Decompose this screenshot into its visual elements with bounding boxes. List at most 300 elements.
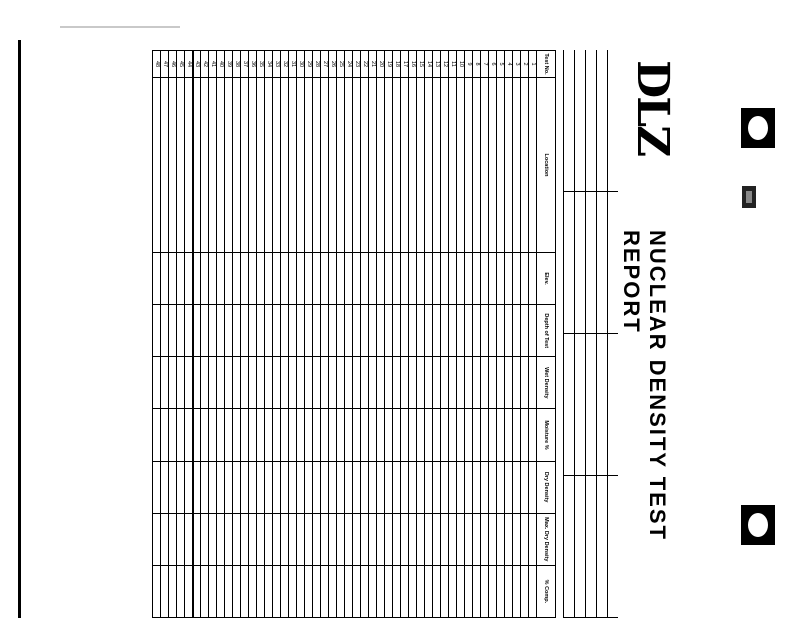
table-cell bbox=[265, 565, 273, 617]
table-cell bbox=[449, 305, 457, 357]
table-cell bbox=[521, 513, 529, 565]
table-row bbox=[321, 51, 329, 618]
table-cell bbox=[233, 305, 241, 357]
col-header: Elev. bbox=[537, 253, 556, 305]
test-number-cell: 5 bbox=[497, 51, 505, 78]
table-row bbox=[201, 51, 209, 618]
table-cell bbox=[265, 513, 273, 565]
table-cell bbox=[465, 513, 473, 565]
table-cell bbox=[433, 305, 441, 357]
test-number-cell: 3 bbox=[513, 51, 521, 78]
table-cell bbox=[265, 305, 273, 357]
table-cell bbox=[425, 513, 433, 565]
table-cell bbox=[209, 461, 217, 513]
table-row bbox=[409, 51, 417, 618]
table-cell bbox=[401, 565, 409, 617]
table-row bbox=[433, 51, 441, 618]
binder-hole-bottom bbox=[741, 505, 775, 545]
table-cell bbox=[473, 565, 481, 617]
table-cell bbox=[345, 305, 353, 357]
test-number-cell: 31 bbox=[289, 51, 297, 78]
table-cell bbox=[465, 78, 473, 253]
report-title: NUCLEAR DENSITY TEST REPORT bbox=[619, 230, 670, 541]
table-cell bbox=[337, 253, 345, 305]
table-row bbox=[329, 51, 337, 618]
test-number-cell: 21 bbox=[369, 51, 377, 78]
table-cell bbox=[409, 461, 417, 513]
table-cell bbox=[393, 409, 401, 461]
table-cell bbox=[449, 409, 457, 461]
table-cell bbox=[425, 305, 433, 357]
table-cell bbox=[489, 461, 497, 513]
info-row bbox=[596, 50, 607, 618]
scanned-report-page bbox=[150, 50, 680, 618]
table-cell bbox=[233, 409, 241, 461]
test-number-cell: 19 bbox=[385, 51, 393, 78]
table-cell bbox=[513, 253, 521, 305]
table-cell bbox=[201, 461, 209, 513]
table-cell bbox=[465, 565, 473, 617]
table-cell bbox=[441, 357, 449, 409]
table-cell bbox=[345, 409, 353, 461]
table-cell bbox=[489, 357, 497, 409]
table-cell bbox=[513, 461, 521, 513]
table-cell bbox=[337, 565, 345, 617]
table-cell bbox=[281, 357, 289, 409]
table-cell bbox=[529, 409, 537, 461]
table-cell bbox=[497, 513, 505, 565]
table-cell bbox=[361, 461, 369, 513]
table-cell bbox=[249, 305, 257, 357]
table-cell bbox=[457, 565, 465, 617]
table-cell bbox=[249, 513, 257, 565]
table-cell bbox=[361, 409, 369, 461]
test-number-cell: 47 bbox=[161, 51, 169, 78]
test-number-cell: 20 bbox=[377, 51, 385, 78]
table-cell bbox=[425, 78, 433, 253]
table-cell bbox=[481, 513, 489, 565]
test-number-cell: 4 bbox=[505, 51, 513, 78]
table-cell bbox=[505, 513, 513, 565]
table-cell bbox=[465, 253, 473, 305]
table-cell bbox=[385, 461, 393, 513]
test-number-cell: 23 bbox=[353, 51, 361, 78]
table-cell bbox=[257, 357, 265, 409]
table-cell bbox=[433, 357, 441, 409]
test-number-cell: 44 bbox=[185, 51, 193, 78]
table-cell bbox=[225, 461, 233, 513]
test-number-cell: 8 bbox=[473, 51, 481, 78]
table-cell bbox=[417, 357, 425, 409]
table-cell bbox=[417, 305, 425, 357]
test-number-cell: 46 bbox=[169, 51, 177, 78]
table-cell bbox=[401, 461, 409, 513]
table-cell bbox=[529, 357, 537, 409]
table-cell bbox=[401, 513, 409, 565]
table-cell bbox=[305, 357, 313, 409]
report-header bbox=[620, 50, 680, 618]
table-cell bbox=[441, 513, 449, 565]
table-cell bbox=[481, 305, 489, 357]
test-number-cell: 43 bbox=[193, 51, 201, 78]
table-cell bbox=[321, 305, 329, 357]
table-cell bbox=[393, 305, 401, 357]
table-cell bbox=[497, 357, 505, 409]
table-cell bbox=[425, 409, 433, 461]
table-cell bbox=[201, 253, 209, 305]
table-cell bbox=[201, 513, 209, 565]
table-cell bbox=[329, 409, 337, 461]
table-cell bbox=[457, 253, 465, 305]
table-row bbox=[297, 51, 305, 618]
table-cell bbox=[385, 78, 393, 253]
table-cell bbox=[289, 357, 297, 409]
table-row bbox=[497, 51, 505, 618]
table-cell bbox=[217, 357, 225, 409]
table-cell bbox=[297, 513, 305, 565]
table-cell bbox=[273, 565, 281, 617]
table-cell bbox=[281, 409, 289, 461]
table-cell bbox=[289, 513, 297, 565]
table-row bbox=[241, 51, 249, 618]
col-header: Depth of Test bbox=[537, 305, 556, 357]
test-number-cell: 35 bbox=[257, 51, 265, 78]
table-cell bbox=[321, 513, 329, 565]
table-cell bbox=[369, 357, 377, 409]
table-cell bbox=[457, 78, 465, 253]
info-row bbox=[585, 50, 596, 618]
table-cell bbox=[257, 78, 265, 253]
table-cell bbox=[481, 409, 489, 461]
table-cell bbox=[409, 409, 417, 461]
table-cell bbox=[433, 409, 441, 461]
table-cell bbox=[473, 461, 481, 513]
table-cell bbox=[409, 513, 417, 565]
table-cell bbox=[329, 78, 337, 253]
table-cell bbox=[393, 461, 401, 513]
table-cell bbox=[361, 357, 369, 409]
table-cell bbox=[345, 78, 353, 253]
table-cell bbox=[233, 253, 241, 305]
table-row bbox=[521, 51, 529, 618]
table-row bbox=[217, 51, 225, 618]
table-cell bbox=[497, 253, 505, 305]
table-cell bbox=[465, 461, 473, 513]
table-cell bbox=[369, 78, 377, 253]
table-row bbox=[289, 51, 297, 618]
table-cell bbox=[345, 357, 353, 409]
table-cell bbox=[401, 253, 409, 305]
table-cell bbox=[297, 461, 305, 513]
table-cell bbox=[233, 513, 241, 565]
table-cell bbox=[529, 565, 537, 617]
table-cell bbox=[281, 513, 289, 565]
density-test-table bbox=[152, 50, 556, 618]
table-row bbox=[225, 51, 233, 618]
table-row bbox=[441, 51, 449, 618]
table-cell bbox=[217, 253, 225, 305]
table-cell bbox=[209, 357, 217, 409]
table-cell bbox=[273, 357, 281, 409]
table-cell bbox=[385, 253, 393, 305]
table-body bbox=[153, 51, 537, 618]
table-cell bbox=[385, 357, 393, 409]
table-cell bbox=[241, 253, 249, 305]
table-row bbox=[369, 51, 377, 618]
table-row bbox=[425, 51, 433, 618]
table-cell bbox=[257, 565, 265, 617]
table-cell bbox=[201, 409, 209, 461]
table-cell bbox=[361, 253, 369, 305]
table-row bbox=[481, 51, 489, 618]
table-row bbox=[513, 51, 521, 618]
table-cell bbox=[257, 253, 265, 305]
binder-hole-top bbox=[741, 108, 775, 148]
table-cell bbox=[233, 565, 241, 617]
table-cell bbox=[497, 78, 505, 253]
table-cell bbox=[257, 513, 265, 565]
table-cell bbox=[345, 461, 353, 513]
table-cell bbox=[473, 357, 481, 409]
info-row bbox=[574, 50, 585, 618]
table-cell bbox=[385, 305, 393, 357]
table-cell bbox=[329, 461, 337, 513]
table-cell bbox=[489, 305, 497, 357]
table-cell bbox=[321, 461, 329, 513]
table-cell bbox=[217, 565, 225, 617]
table-cell bbox=[273, 305, 281, 357]
table-cell bbox=[369, 409, 377, 461]
table-cell bbox=[473, 253, 481, 305]
test-number-cell: 38 bbox=[233, 51, 241, 78]
table-cell bbox=[433, 513, 441, 565]
table-cell bbox=[441, 253, 449, 305]
test-number-cell: 7 bbox=[481, 51, 489, 78]
table-cell bbox=[273, 253, 281, 305]
table-cell bbox=[489, 409, 497, 461]
test-number-cell: 6 bbox=[489, 51, 497, 78]
table-cell bbox=[353, 409, 361, 461]
table-cell bbox=[521, 565, 529, 617]
table-cell bbox=[329, 513, 337, 565]
table-row bbox=[353, 51, 361, 618]
table-cell bbox=[433, 253, 441, 305]
table-cell bbox=[513, 305, 521, 357]
table-cell bbox=[409, 253, 417, 305]
table-row bbox=[257, 51, 265, 618]
table-cell bbox=[297, 565, 305, 617]
table-cell bbox=[337, 78, 345, 253]
table-cell bbox=[289, 78, 297, 253]
table-cell bbox=[489, 513, 497, 565]
table-cell bbox=[465, 305, 473, 357]
table-cell bbox=[505, 409, 513, 461]
table-cell bbox=[505, 565, 513, 617]
report-footer bbox=[152, 50, 194, 618]
table-cell bbox=[481, 565, 489, 617]
table-cell bbox=[513, 513, 521, 565]
table-cell bbox=[425, 253, 433, 305]
table-cell bbox=[521, 461, 529, 513]
table-cell bbox=[513, 409, 521, 461]
table-cell bbox=[321, 409, 329, 461]
table-cell bbox=[337, 461, 345, 513]
table-cell bbox=[289, 305, 297, 357]
table-cell bbox=[505, 305, 513, 357]
table-cell bbox=[481, 357, 489, 409]
table-cell bbox=[209, 253, 217, 305]
table-cell bbox=[417, 253, 425, 305]
table-cell bbox=[273, 409, 281, 461]
test-number-cell: 33 bbox=[273, 51, 281, 78]
table-cell bbox=[297, 253, 305, 305]
table-cell bbox=[225, 253, 233, 305]
table-cell bbox=[361, 305, 369, 357]
table-cell bbox=[521, 305, 529, 357]
table-cell bbox=[497, 305, 505, 357]
table-cell bbox=[273, 513, 281, 565]
table-cell bbox=[249, 253, 257, 305]
table-cell bbox=[353, 357, 361, 409]
table-header-row bbox=[537, 51, 556, 618]
test-number-cell: 42 bbox=[201, 51, 209, 78]
table-cell bbox=[369, 461, 377, 513]
table-cell bbox=[241, 409, 249, 461]
table-cell bbox=[513, 78, 521, 253]
test-number-cell: 48 bbox=[153, 51, 161, 78]
table-cell bbox=[281, 461, 289, 513]
info-row bbox=[607, 50, 618, 618]
table-cell bbox=[353, 305, 361, 357]
table-cell bbox=[521, 253, 529, 305]
table-cell bbox=[329, 357, 337, 409]
table-cell bbox=[241, 78, 249, 253]
table-cell bbox=[337, 513, 345, 565]
table-cell bbox=[513, 357, 521, 409]
table-cell bbox=[265, 78, 273, 253]
table-cell bbox=[249, 78, 257, 253]
table-cell bbox=[233, 78, 241, 253]
table-cell bbox=[297, 357, 305, 409]
table-cell bbox=[313, 305, 321, 357]
table-cell bbox=[369, 305, 377, 357]
table-row bbox=[457, 51, 465, 618]
table-cell bbox=[521, 409, 529, 461]
table-cell bbox=[529, 78, 537, 253]
table-cell bbox=[521, 357, 529, 409]
table-row bbox=[449, 51, 457, 618]
table-cell bbox=[313, 357, 321, 409]
table-cell bbox=[337, 357, 345, 409]
table-cell bbox=[289, 409, 297, 461]
test-number-cell: 34 bbox=[265, 51, 273, 78]
info-row bbox=[563, 50, 574, 618]
table-cell bbox=[529, 513, 537, 565]
test-number-cell: 41 bbox=[209, 51, 217, 78]
table-cell bbox=[265, 357, 273, 409]
table-cell bbox=[505, 78, 513, 253]
table-cell bbox=[457, 513, 465, 565]
scan-edge-line bbox=[60, 26, 180, 28]
table-cell bbox=[305, 513, 313, 565]
table-cell bbox=[257, 409, 265, 461]
table-cell bbox=[425, 565, 433, 617]
col-header: Test No. bbox=[537, 51, 556, 78]
table-row bbox=[305, 51, 313, 618]
col-header: Location bbox=[537, 78, 556, 253]
table-cell bbox=[377, 357, 385, 409]
table-cell bbox=[353, 565, 361, 617]
table-cell bbox=[225, 357, 233, 409]
table-cell bbox=[393, 357, 401, 409]
table-cell bbox=[217, 513, 225, 565]
table-cell bbox=[305, 253, 313, 305]
col-header: Wet Density bbox=[537, 357, 556, 409]
table-cell bbox=[513, 565, 521, 617]
table-cell bbox=[377, 461, 385, 513]
test-number-cell: 29 bbox=[305, 51, 313, 78]
test-number-cell: 13 bbox=[433, 51, 441, 78]
test-number-cell: 10 bbox=[457, 51, 465, 78]
table-cell bbox=[401, 305, 409, 357]
table-cell bbox=[329, 305, 337, 357]
table-cell bbox=[489, 78, 497, 253]
table-cell bbox=[313, 253, 321, 305]
rotated-report bbox=[150, 50, 680, 618]
table-cell bbox=[329, 565, 337, 617]
table-cell bbox=[497, 409, 505, 461]
table-cell bbox=[385, 565, 393, 617]
table-cell bbox=[441, 461, 449, 513]
table-cell bbox=[265, 409, 273, 461]
table-cell bbox=[409, 78, 417, 253]
table-row bbox=[337, 51, 345, 618]
table-cell bbox=[417, 513, 425, 565]
table-cell bbox=[249, 357, 257, 409]
table-row bbox=[265, 51, 273, 618]
table-cell bbox=[241, 461, 249, 513]
table-cell bbox=[273, 78, 281, 253]
table-cell bbox=[401, 357, 409, 409]
table-cell bbox=[457, 461, 465, 513]
table-cell bbox=[529, 461, 537, 513]
table-cell bbox=[281, 253, 289, 305]
table-cell bbox=[305, 78, 313, 253]
test-number-cell: 25 bbox=[337, 51, 345, 78]
table-cell bbox=[297, 409, 305, 461]
table-row bbox=[385, 51, 393, 618]
table-cell bbox=[425, 357, 433, 409]
table-cell bbox=[417, 565, 425, 617]
table-cell bbox=[353, 253, 361, 305]
table-cell bbox=[449, 357, 457, 409]
table-cell bbox=[313, 565, 321, 617]
table-cell bbox=[209, 565, 217, 617]
table-cell bbox=[209, 409, 217, 461]
table-cell bbox=[217, 78, 225, 253]
table-cell bbox=[393, 565, 401, 617]
table-cell bbox=[417, 409, 425, 461]
table-cell bbox=[233, 461, 241, 513]
test-number-cell: 36 bbox=[249, 51, 257, 78]
table-cell bbox=[441, 78, 449, 253]
table-cell bbox=[249, 565, 257, 617]
project-info-block bbox=[558, 50, 618, 618]
col-header: Moisture % bbox=[537, 409, 556, 461]
table-cell bbox=[417, 78, 425, 253]
table-cell bbox=[281, 78, 289, 253]
table-row bbox=[377, 51, 385, 618]
